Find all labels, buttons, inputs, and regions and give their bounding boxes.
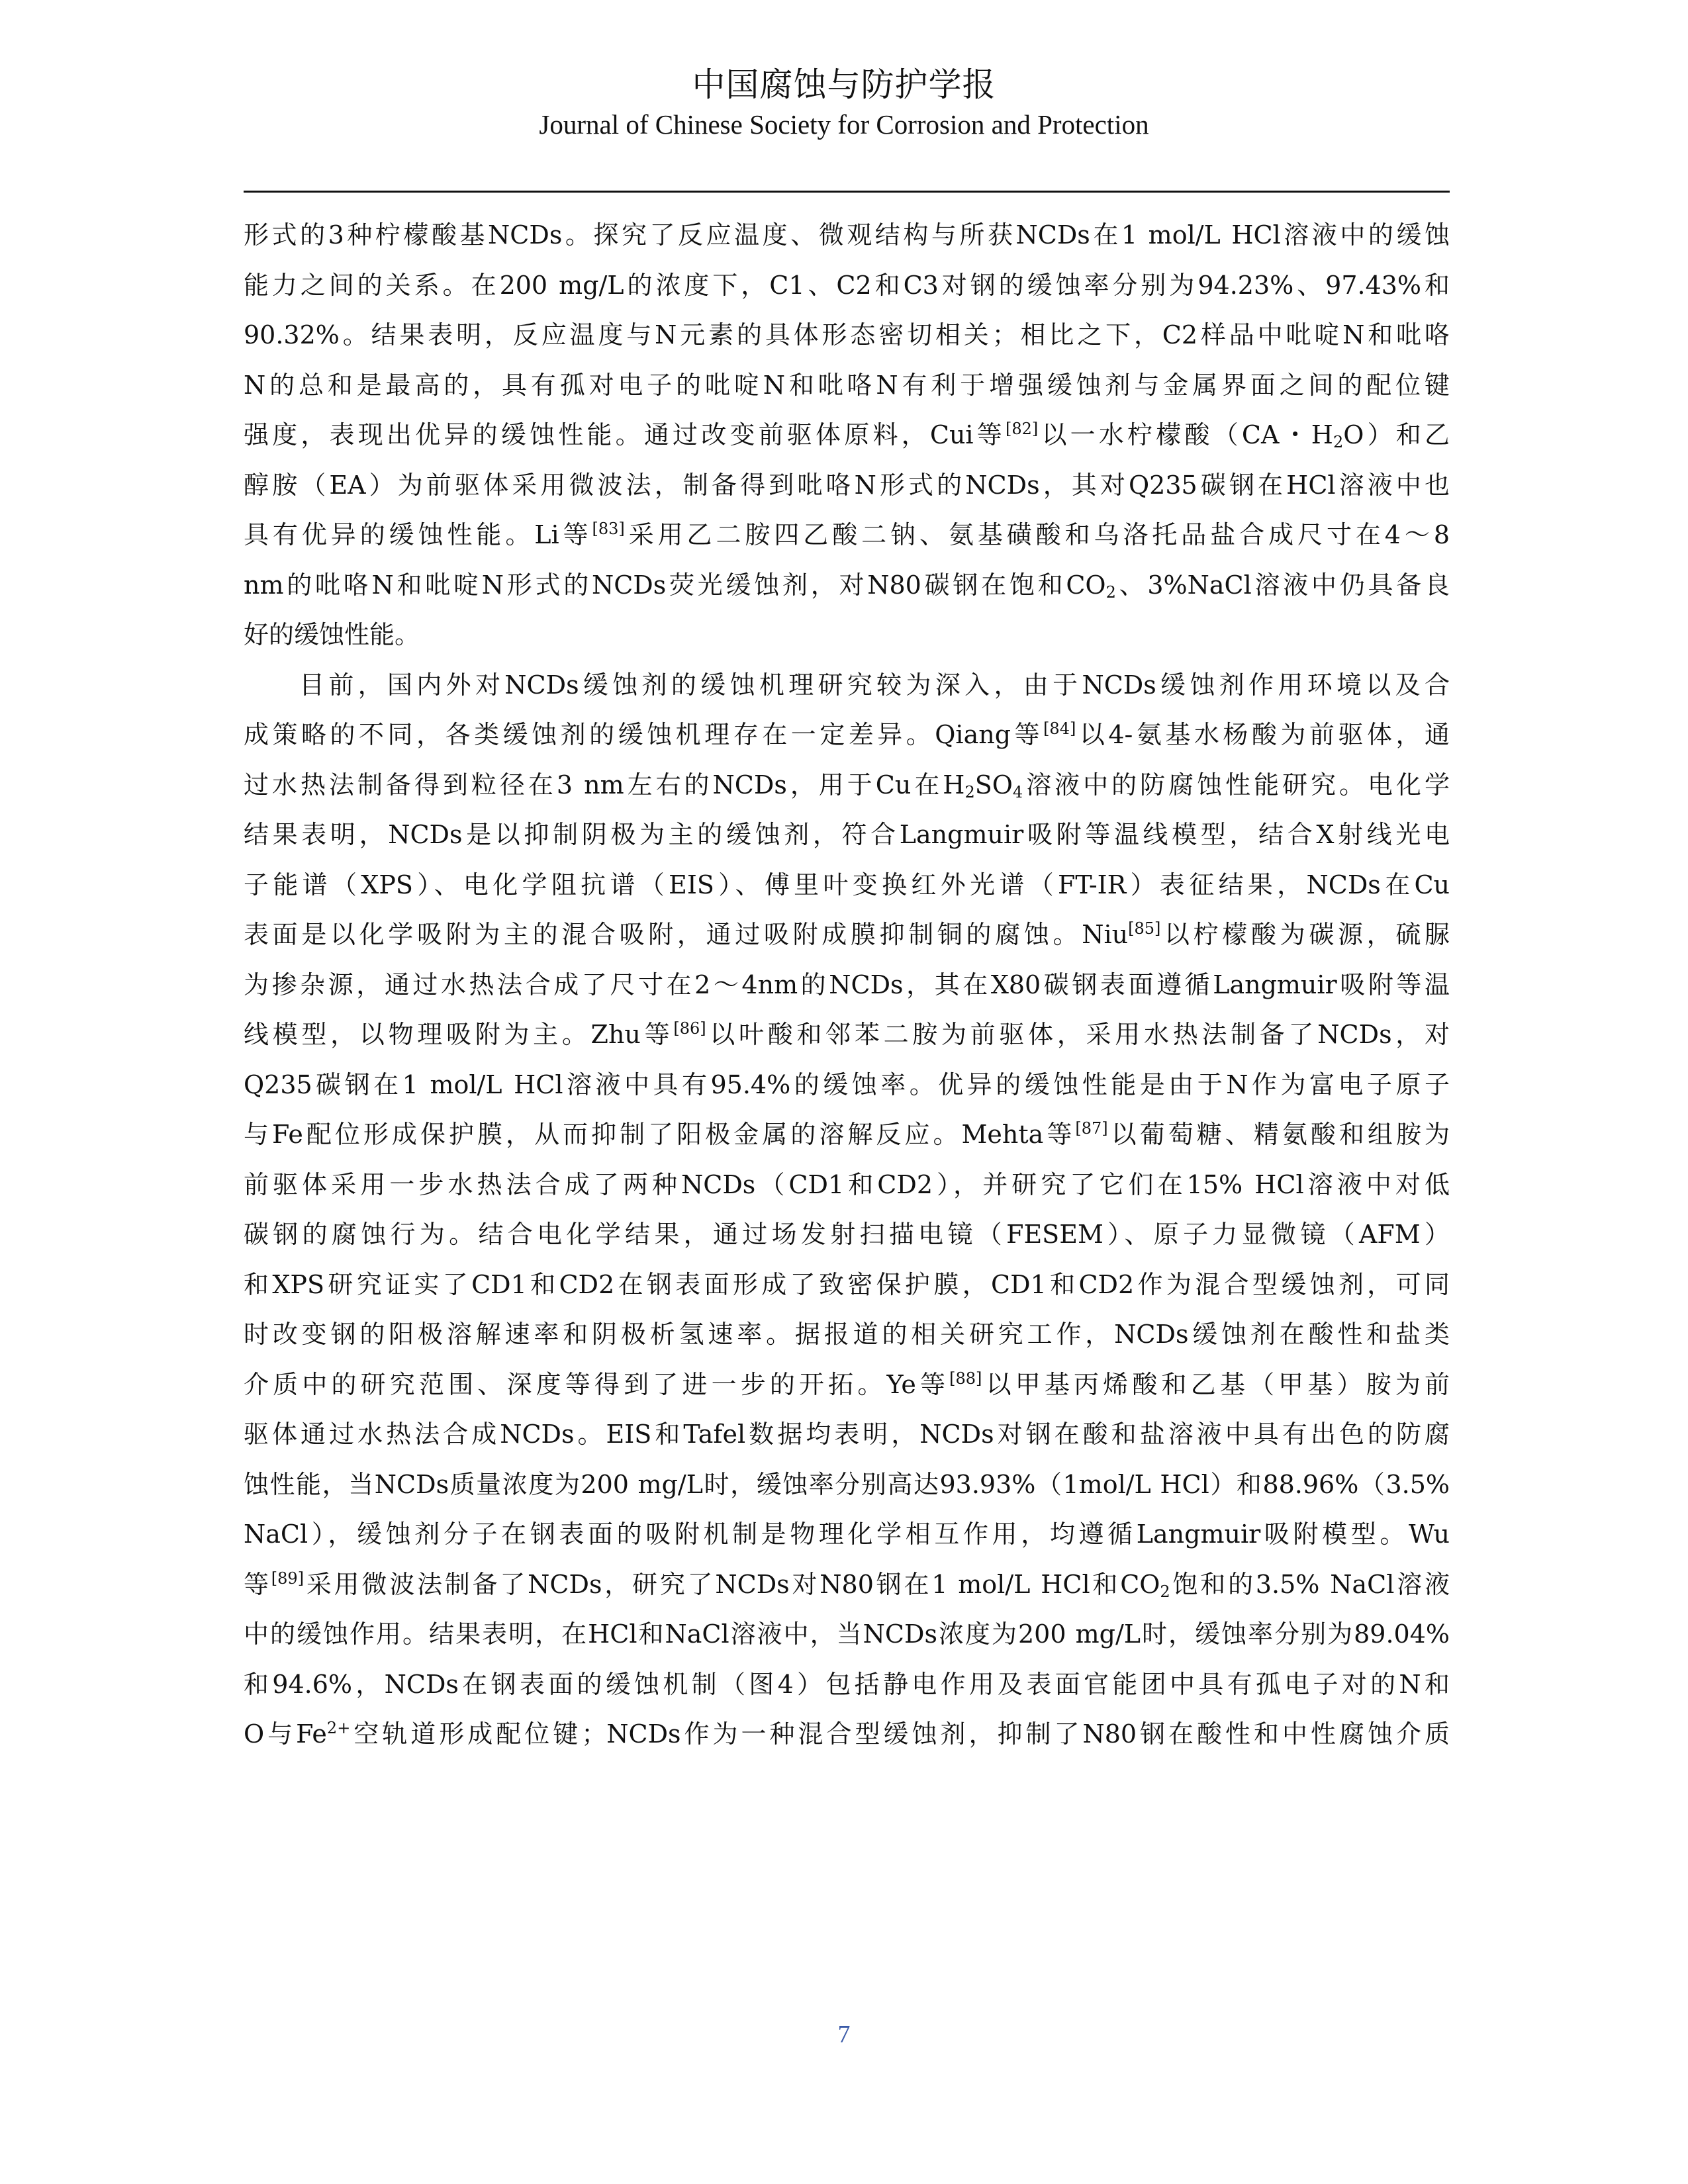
text-line: 醇胺（EA）为前驱体采用微波法，制备得到吡咯N形式的NCDs，其对Q235碳钢在HCl溶液中也 — [244, 470, 1450, 500]
text-line: 和XPS研究证实了CD1和CD2在钢表面形成了致密保护膜，CD1和CD2作为混合型缓蚀剂，可同 — [244, 1269, 1450, 1299]
text-line: 介质中的研究范围、深度等得到了进一步的开拓。Ye等[88]以甲基丙烯酸和乙基（甲基）胺为前 — [244, 1369, 1450, 1399]
text-line: 为掺杂源，通过水热法合成了尺寸在2～4nm的NCDs，其在X80碳钢表面遵循Langmuir吸附等温 — [244, 970, 1450, 999]
text-line: 等[89]采用微波法制备了NCDs，研究了NCDs对N80钢在1 mol/L HCl和$CO_2$饱和的3.5% NaCl溶液 — [244, 1569, 1450, 1601]
citation-ref[interactable]: [87] — [1075, 1119, 1108, 1138]
text-line: 驱体通过水热法合成NCDs。EIS和Tafel数据均表明，NCDs对钢在酸和盐溶液中具有出色的防腐 — [244, 1420, 1450, 1449]
citation-ref[interactable]: [88] — [949, 1369, 982, 1388]
text-line: N的总和是最高的，具有孤对电子的吡啶N和吡咯N有利于增强缓蚀剂与金属界面之间的配位键 — [244, 370, 1450, 400]
header-divider — [244, 191, 1450, 193]
article-body — [244, 210, 1450, 1760]
text-line: 形式的3种柠檬酸基NCDs。探究了反应温度、微观结构与所获NCDs在1 mol/L HCl溶液中的缓蚀 — [244, 220, 1450, 250]
text-line: 强度，表现出优异的缓蚀性能。通过改变前驱体原料，Cui等[82]以一水柠檬酸（CA・$H_2O$）和乙 — [244, 420, 1450, 451]
page-number: 7 — [837, 2021, 851, 2048]
text-line: 前驱体采用一步水热法合成了两种NCDs（CD1和CD2），并研究了它们在15% HCl溶液中对低 — [244, 1169, 1450, 1199]
text-line: nm的吡咯N和吡啶N形式的NCDs荧光缓蚀剂，对N80碳钢在饱和$CO_2$、3%NaCl溶液中仍具备良 — [244, 570, 1450, 602]
text-line: 碳钢的腐蚀行为。结合电化学结果，通过场发射扫描电镜（FESEM）、原子力显微镜（AFM） — [244, 1220, 1450, 1249]
citation-ref[interactable]: [89] — [271, 1569, 305, 1588]
text-line: 线模型，以物理吸附为主。Zhu等[86]以叶酸和邻苯二胺为前驱体，采用水热法制备了NCDs，对 — [244, 1019, 1450, 1049]
text-line: 结果表明，NCDs是以抑制阴极为主的缓蚀剂，符合Langmuir吸附等温线模型，结合X射线光电 — [244, 820, 1450, 849]
text-line: 子能谱（XPS）、电化学阻抗谱（EIS）、傅里叶变换红外光谱（FT-IR）表征结果，NCDs在Cu — [244, 870, 1450, 899]
text-line: Q235碳钢在1 mol/L HCl溶液中具有95.4%的缓蚀率。优异的缓蚀性能是由于N作为富电子原子 — [244, 1069, 1450, 1099]
text-line: 过水热法制备得到粒径在3 nm左右的NCDs，用于Cu在$H_2SO_4$溶液中的防腐蚀性能研究。电化学 — [244, 770, 1450, 801]
text-line: 蚀性能，当NCDs质量浓度为200 mg/L时，缓蚀率分别高达93.93%（1mol/L HCl）和88.96%（3.5% — [244, 1469, 1450, 1499]
text-line: 成策略的不同，各类缓蚀剂的缓蚀机理存在一定差异。Qiang等[84]以4-氨基水杨酸为前驱体，通 — [244, 719, 1450, 749]
text-line: 目前，国内外对NCDs缓蚀剂的缓蚀机理研究较为深入，由于NCDs缓蚀剂作用环境以及合 — [299, 670, 1450, 700]
text-line: 和94.6%，NCDs在钢表面的缓蚀机制（图4）包括静电作用及表面官能团中具有孤电子对的N和 — [244, 1669, 1450, 1699]
journal-title-english: Journal of Chinese Society for Corrosion and Protection — [539, 109, 1149, 140]
text-line: 中的缓蚀作用。结果表明，在HCl和NaCl溶液中，当NCDs浓度为200 mg/L时，缓蚀率分别为89.04% — [244, 1619, 1450, 1649]
text-line: 好的缓蚀性能。 — [244, 620, 420, 649]
text-line: 90.32%。结果表明，反应温度与N元素的具体形态密切相关；相比之下，C2样品中吡啶N和吡咯 — [244, 320, 1450, 349]
citation-ref[interactable]: [83] — [592, 520, 625, 538]
citation-ref[interactable]: [84] — [1043, 719, 1076, 738]
text-line: 能力之间的关系。在200 mg/L的浓度下，C1、C2和C3对钢的缓蚀率分别为94.23%、97.43%和 — [244, 270, 1450, 300]
text-line: 具有优异的缓蚀性能。Li等[83]采用乙二胺四乙酸二钠、氨基磺酸和乌洛托品盐合成尺寸在4～8 — [244, 520, 1450, 549]
text-line: 与Fe配位形成保护膜，从而抑制了阳极金属的溶解反应。Mehta等[87]以葡萄糖、精氨酸和组胺为 — [244, 1119, 1450, 1149]
citation-ref[interactable]: [86] — [673, 1019, 706, 1038]
journal-title-chinese: 中国腐蚀与防护学报 — [692, 66, 996, 104]
text-line: NaCl），缓蚀剂分子在钢表面的吸附机制是物理化学相互作用，均遵循Langmuir吸附模型。Wu — [244, 1520, 1450, 1549]
text-line: O与$Fe^{2+}$空轨道形成配位键；NCDs作为一种混合型缓蚀剂，抑制了N80钢在酸性和中性腐蚀介质 — [244, 1719, 1450, 1749]
citation-ref[interactable]: [85] — [1128, 919, 1161, 938]
citation-ref[interactable]: [82] — [1005, 420, 1039, 438]
text-line: 表面是以化学吸附为主的混合吸附，通过吸附成膜抑制铜的腐蚀。Niu[85]以柠檬酸为碳源，硫脲 — [244, 919, 1450, 949]
text-line: 时改变钢的阳极溶解速率和阴极析氢速率。据报道的相关研究工作，NCDs缓蚀剂在酸性和盐类 — [244, 1320, 1450, 1349]
